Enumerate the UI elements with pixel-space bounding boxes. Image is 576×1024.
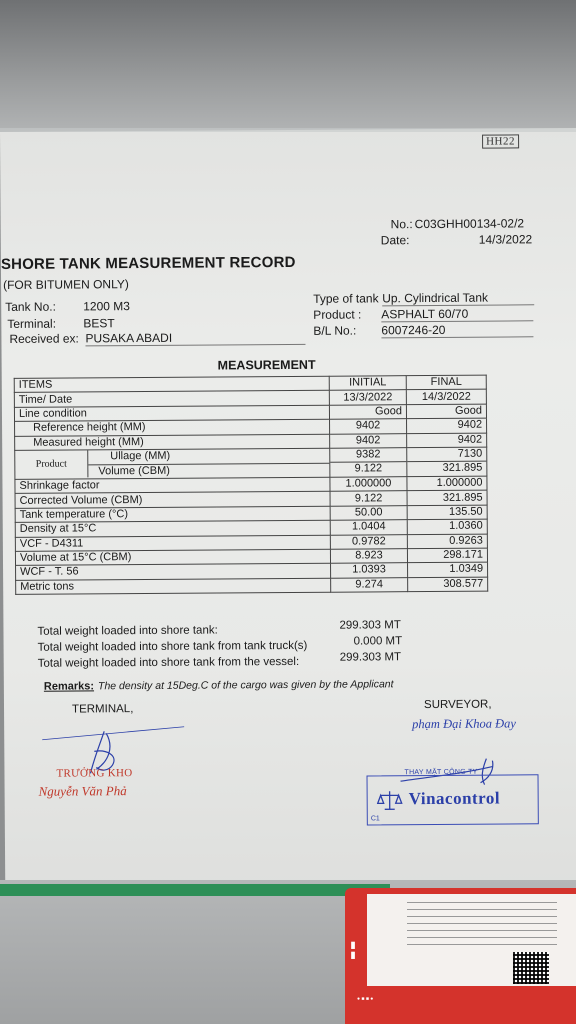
stamp-code: HH22 [482,134,519,148]
measurement-heading: MEASUREMENT [217,357,316,373]
row-initial: 0.9782 [330,534,407,549]
surveyor-handwriting: phạm Đại Khoa Đay [412,716,517,732]
bl-label: B/L No.: [313,323,357,338]
table-row [16,577,488,595]
tank-type-value: Up. Cylindrical Tank [382,290,534,306]
received-value: PUSAKA ABADI [85,330,305,347]
tank-value: 1200 M3 [83,299,130,314]
row-final: 14/3/2022 [406,390,486,405]
ullage-initial: 9382 [330,448,406,463]
terminal-stamp-name: Nguyễn Văn Phả [38,783,127,799]
ullage-final: 7130 [407,448,486,463]
summary-label-vessel: Total weight loaded into shore tank from the vessel: [37,655,300,670]
bl-value: 6007246-20 [381,322,533,338]
row-label: Time/ Date [14,391,329,408]
row-label: Shrinkage factor [15,477,330,494]
row-label: Reference height (MM) [15,419,330,436]
row-initial: 9.274 [331,577,408,592]
sim-card-package [345,888,576,1024]
summary-label-truck: Total weight loaded into shore tank from tank truck(s) [37,639,308,654]
row-final: 1.000000 [407,476,487,491]
summary-value-vessel: 299.303 MT [339,651,402,664]
volume-final: 321.895 [442,462,483,475]
product-final-cell [407,447,487,477]
terminal-sign-label: TERMINAL, [71,703,134,716]
table-row-product [15,447,487,479]
ullage-label: Ullage (MM) [88,449,329,465]
row-label: Metric tons [16,578,331,595]
received-label: Received ex: [9,331,79,346]
row-initial: 13/3/2022 [329,390,406,405]
row-initial: 8.923 [330,549,407,564]
row-final: 298.171 [407,548,487,563]
remarks-text: The density at 15Deg.C of the cargo was given by the Applicant [97,678,394,693]
terminal-value: BEST [83,316,115,331]
page-subtitle: (FOR BITUMEN ONLY) [3,277,129,292]
terminal-stamp-title: TRƯỞNG KHO [56,767,133,780]
row-label: Measured height (MM) [15,434,330,451]
doc-number-label: No.: [390,217,413,232]
row-initial: 9402 [330,419,407,434]
summary-label-total: Total weight loaded into shore tank: [37,624,218,638]
surveyor-label: SURVEYOR, [423,698,492,712]
product-row-label: Product [15,451,88,479]
row-final: 1.0360 [407,519,487,534]
row-initial: 9402 [330,433,407,448]
row-final: 0.9263 [407,534,487,549]
tank-type-label: Type of tank [313,291,379,306]
document-sheet [0,128,576,894]
tank-label: Tank No.: [5,299,56,314]
doc-number-value: C03GHH00134-02/2 [414,216,525,232]
volume-initial: 9.122 [354,462,383,475]
row-initial: 1.0404 [330,520,407,535]
row-label: VCF - D4311 [15,535,330,552]
row-label: Density at 15°C [15,520,330,537]
product-cell [15,448,330,479]
remarks [44,678,394,692]
product-value: ASPHALT 60/70 [381,306,533,322]
row-final: 135.50 [407,505,487,520]
page-title: SHORE TANK MEASUREMENT RECORD [0,253,296,273]
row-final: 9402 [407,433,487,448]
remarks-label: Remarks: [43,680,95,693]
qr-code-icon [513,952,549,984]
header-final: FINAL [406,375,486,390]
row-label: WCF - T. 56 [16,563,331,580]
row-initial: 1.0393 [331,563,408,578]
product-initial-cell [330,448,407,478]
row-initial: 50.00 [330,505,407,520]
summary-value-total: 299.303 MT [339,619,401,632]
date-label: Date: [380,233,410,248]
scale-logo-icon [377,789,403,811]
row-initial: 9.122 [330,491,407,506]
header-items: ITEMS [14,376,329,393]
summary-value-truck: 0.000 MT [353,635,403,648]
row-final: 1.0349 [408,562,488,577]
vinacontrol-stamp-code: C1 [370,815,380,823]
volume-label: Volume (CBM) [98,464,170,478]
vinacontrol-logo-text: Vinacontrol [408,788,501,809]
measurement-table [14,375,489,595]
green-folder-edge [0,884,390,896]
row-initial: 1.000000 [330,477,407,492]
terminal-label: Terminal: [7,316,57,331]
vinacontrol-stamp-subtitle: THAY MẶT CÔNG TY [404,768,478,777]
row-initial: Good [329,404,406,419]
sim-card-fineprint-icon [407,898,557,945]
sim-card-brand-icon: ▮▮ [347,940,357,960]
row-label: Corrected Volume (CBM) [15,492,330,509]
sim-app-logos-icon: ● ■ ■ ● [357,996,374,1002]
date-value: 14/3/2022 [478,232,533,247]
row-final: 308.577 [408,577,488,592]
header-initial: INITIAL [329,376,406,391]
row-final: 9402 [407,418,487,433]
row-final: 321.895 [407,490,487,505]
row-label: Line condition [14,405,329,422]
row-final: Good [406,404,486,419]
background-top [0,0,576,135]
paper-shadow [0,128,576,132]
row-label: Volume at 15°C (CBM) [15,549,330,566]
product-label: Product : [313,307,362,322]
row-label: Tank temperature (°C) [15,506,330,523]
